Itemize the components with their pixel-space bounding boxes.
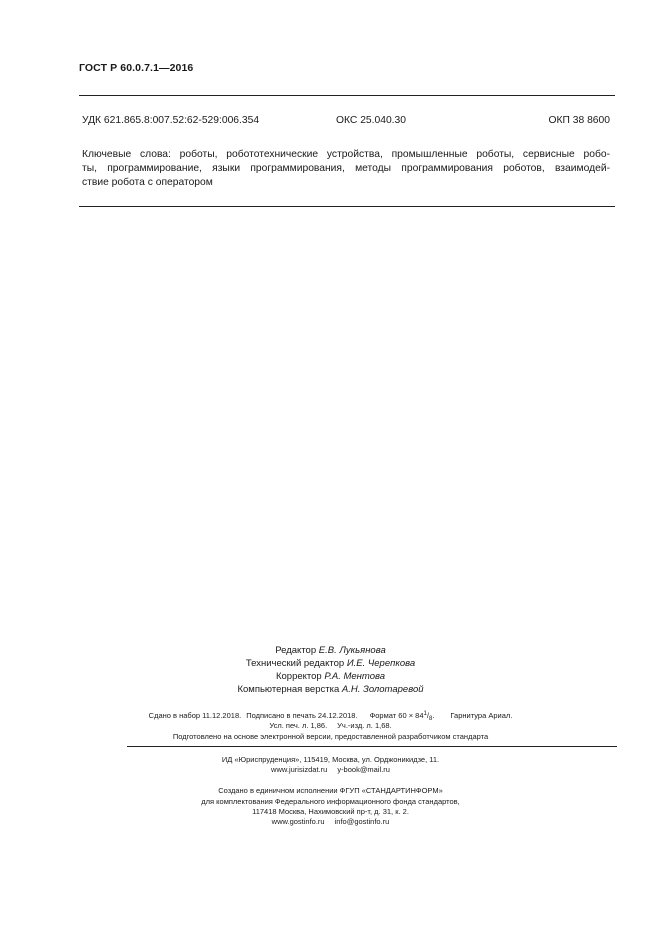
publisher-divider xyxy=(127,746,617,747)
prepared-note: Подготовлено на основе электронной версии, предоставленной разработчиком стандарта xyxy=(172,732,489,741)
document-header: ГОСТ Р 60.0.7.1—2016 xyxy=(79,62,194,74)
print-details-line1: Сдано в набор 11.12.2018. Подписано в печать 24.12.2018. Формат $60 \times 84^1/_8$. Гарнитура Ариал. xyxy=(148,711,513,722)
staff-layout: Компьютерная верстка А.Н. Золотаревой xyxy=(237,684,424,695)
keywords-line: Ключевые слова: роботы, робототехнические устройства, промышленные роботы, сервисные робо- xyxy=(82,149,610,160)
staff-editor: Редактор Е.В. Лукьянова xyxy=(275,645,386,656)
producer-address: 117418 Москва, Нахимовский пр-т, д. 31, к. 2. xyxy=(252,807,409,816)
top-divider xyxy=(79,95,615,96)
staff-tech-editor: Технический редактор И.Е. Черепкова xyxy=(245,658,416,669)
keywords-divider xyxy=(79,206,615,207)
publisher-address: ИД «Юриспруденция», 115419, Москва, ул. Орджоникидзе, 11. xyxy=(221,755,440,764)
print-details-line2: Усл. печ. л. 1,86. Уч.-изд. л. 1,68. xyxy=(269,721,392,730)
okp-code: ОКП 38 8600 xyxy=(548,115,610,126)
editorial-staff xyxy=(0,644,661,696)
classification-row xyxy=(82,115,610,129)
udk-code: УДК 621.865.8:007.52:62-529:006.354 xyxy=(82,115,260,126)
keywords-paragraph xyxy=(82,148,610,190)
keywords-line: ствие робота с оператором xyxy=(82,177,213,188)
producer-contacts: www.gostinfo.ru info@gostinfo.ru xyxy=(271,817,390,826)
producer-line2: для комплектования Федерального информационного фонда стандартов, xyxy=(201,797,460,806)
staff-proofreader: Корректор Р.А. Ментова xyxy=(275,671,386,682)
keywords-line: ты, программирование, языки программирования, методы программирования роботов, взаимодей- xyxy=(82,163,610,174)
publisher-contacts: www.jurisizdat.ru y-book@mail.ru xyxy=(271,765,390,774)
oks-code: ОКС 25.040.30 xyxy=(336,115,406,126)
producer-line1: Создано в единичном исполнении ФГУП «СТАНДАРТИНФОРМ» xyxy=(218,786,443,795)
